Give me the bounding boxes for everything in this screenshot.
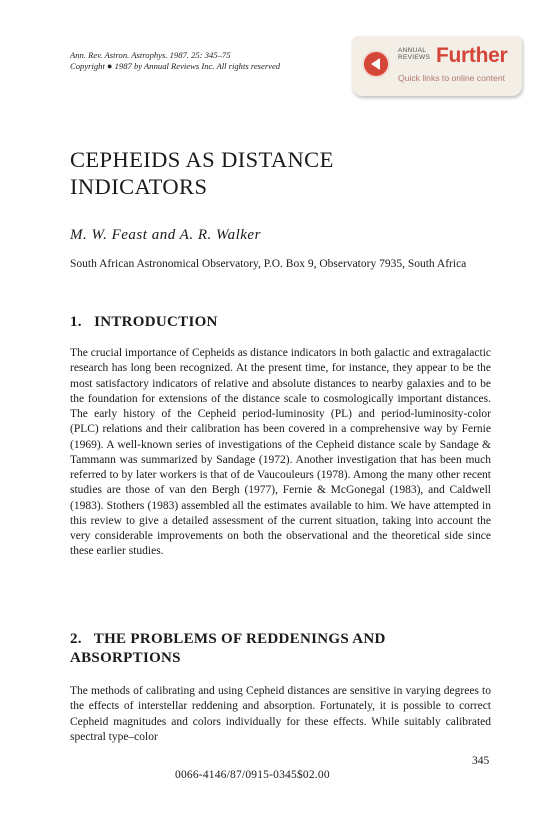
badge-tagline: Quick links to online content	[398, 73, 506, 83]
page-number: 345	[472, 755, 490, 767]
reddenings-paragraph: The methods of calibrating and using Cepheid distances are sensitive in varying degrees to the effects of interstellar reddening and absorption. Fortunately, it is possible to correct Cepheid magnitudes and colors individually for these effects. While suitably calibrated spectral type–color	[70, 685, 491, 743]
copyright-prefix: Copyright	[70, 61, 105, 71]
play-arrow-icon	[362, 50, 390, 78]
title-line-2: INDICATORS	[70, 174, 208, 199]
article-title	[70, 146, 490, 200]
section-title-line-1: THE PROBLEMS OF REDDENINGS AND	[93, 631, 386, 647]
badge-further: Further	[436, 44, 508, 67]
title-line-1: CEPHEIDS AS DISTANCE	[70, 147, 334, 172]
footer-code: 0066-4146/87/0915-0345$02.00	[175, 769, 330, 781]
section-title: INTRODUCTION	[94, 314, 218, 330]
copyright-bullet-icon: ●	[107, 61, 113, 71]
badge-reviews: REVIEWS	[398, 54, 431, 61]
section-number: 1.	[70, 314, 82, 330]
badge-annual-reviews	[398, 47, 430, 61]
citation-line: Ann. Rev. Astron. Astrophys. 1987. 25: 345–75	[70, 50, 231, 60]
section-number: 2.	[70, 631, 82, 647]
section-heading-reddenings	[70, 630, 500, 668]
article-authors: M. W. Feast and A. R. Walker	[70, 227, 261, 243]
copyright-suffix: 1987 by Annual Reviews Inc. All rights reserved	[114, 61, 281, 71]
section-title-line-2: ABSORPTIONS	[70, 650, 181, 666]
journal-header	[70, 50, 280, 72]
badge-annual: ANNUAL	[398, 47, 427, 54]
further-reviews-badge[interactable]	[352, 36, 522, 96]
section-heading-introduction	[70, 313, 218, 332]
introduction-paragraph: The crucial importance of Cepheids as distance indicators in both galactic and extragalactic research has long been recognized. At the present time, for instance, they appear to be the most satisfactory indicators of relative and absolute distances to nearby galaxies and to be the foundation for extensions of the distance scale to cosmologically important distances. The early history of the Cepheid period-luminosity (PL) and period-luminosity-color (PLC) relations and their calibration has been covered in a comprehensive way by Fernie (1969). A well-known series of investigations of the Cepheid distance scale by Sandage & Tammann was summarized by Sandage (1972). Another investigation that has been much referred to by later workers is that of de Vaucouleurs (1978). Among the many other recent studies are those of van den Bergh (1977), Fernie & McGonegal (1983), and Caldwell (1983). Stothers (1983) assembled all the estimates available to him. We have attempted in this review to give a detailed assessment of the current situation, taking into account the very considerable improvements on both the observational and the theoretical side since these earlier studies.	[70, 347, 491, 558]
copyright-line	[70, 61, 280, 72]
author-affiliation: South African Astronomical Observatory, P.O. Box 9, Observatory 7935, South Africa	[70, 258, 467, 270]
